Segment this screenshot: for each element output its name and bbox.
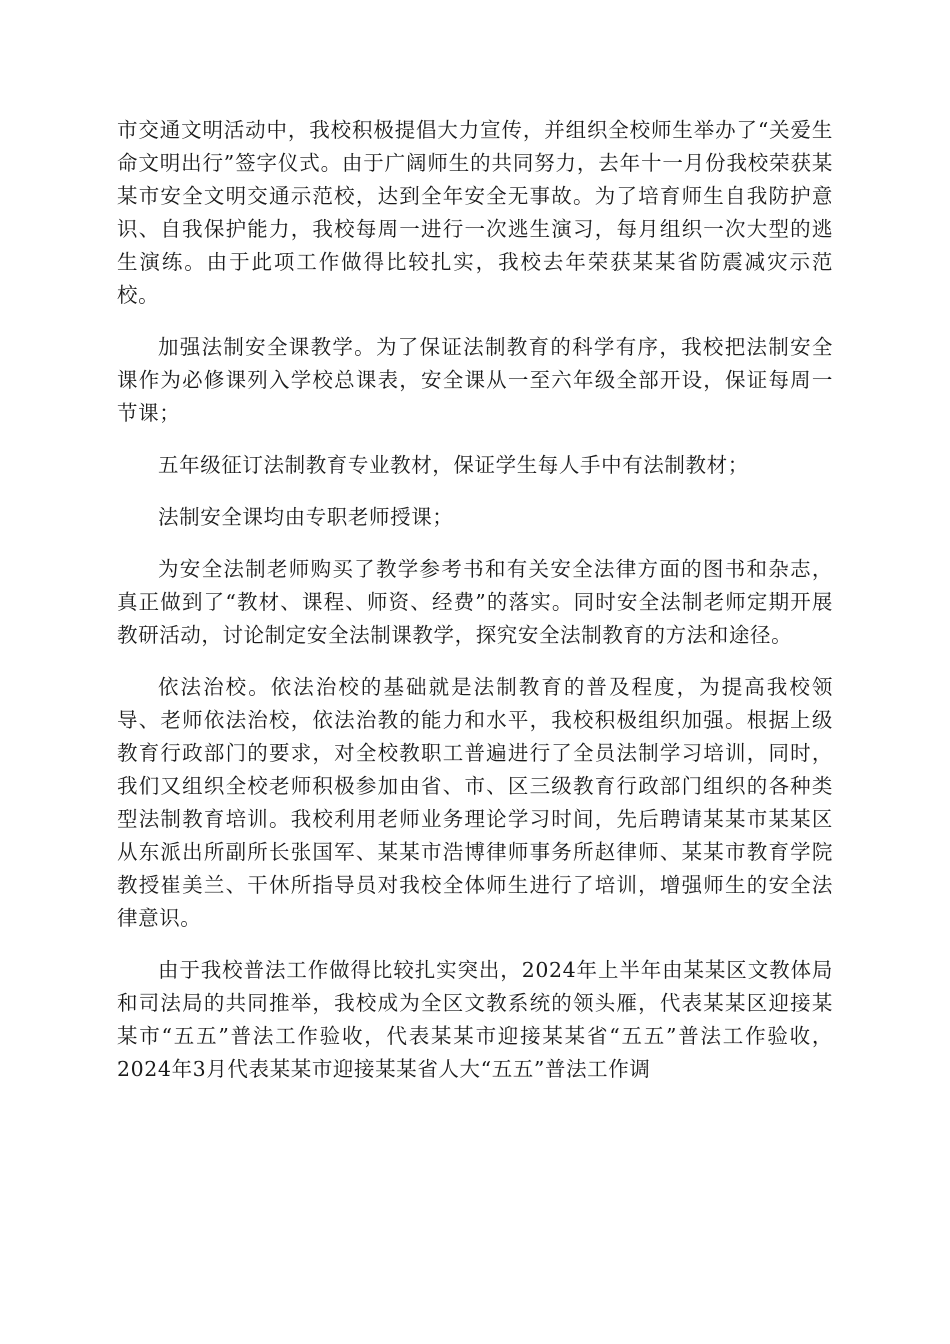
paragraph-textbooks: 五年级征订法制教育专业教材，保证学生每人手中有法制教材； <box>158 453 749 477</box>
paragraph-reference-books: 为安全法制老师购买了教学参考书和有关安全法律方面的图书和杂志，真正做到了“教材、课程、师资、经费”的落实。同时安全法制老师定期开展教研活动，讨论制定安全法制课教学，探究安全法制教育的方法和途径。 <box>117 557 833 647</box>
paragraph-teachers: 法制安全课均由专职老师授课； <box>158 505 454 529</box>
paragraph-law-course: 加强法制安全课教学。为了保证法制教育的科学有序，我校把法制安全课作为必修课列入学校总课表，安全课从一至六年级全部开设，保证每周一节课； <box>117 335 833 425</box>
document-page <box>117 114 833 1105</box>
paragraph-rule-of-law: 依法治校。依法治校的基础就是法制教育的普及程度，为提高我校领导、老师依法治校，依法治教的能力和水平，我校积极组织加强。根据上级教育行政部门的要求，对全校教职工普遍进行了全员法制学习培训，同时，我们又组织全校老师积极参加由省、市、区三级教育行政部门组织的各种类型法制教育培训。我校利用老师业务理论学习时间，先后聘请某某市某某区从东派出所副所长张国军、某某市浩博律师事务所赵律师、某某市教育学院教授崔美兰、干休所指导员对我校全体师生进行了培训，增强师生的安全法律意识。 <box>117 675 833 930</box>
paragraph-achievements: 由于我校普法工作做得比较扎实突出，2024年上半年由某某区文教体局和司法局的共同推举，我校成为全区文教系统的领头雁，代表某某区迎接某某市“五五”普法工作验收，代表某某市迎接某某省“五五”普法工作验收，2024年3月代表某某市迎接某某省人大“五五”普法工作调 <box>117 958 833 1081</box>
paragraph-traffic-safety: 市交通文明活动中，我校积极提倡大力宣传，并组织全校师生举办了“关爱生命文明出行”签字仪式。由于广阔师生的共同努力，去年十一月份我校荣获某某市安全文明交通示范校，达到全年安全无事故。为了培育师生自我防护意识、自我保护能力，我校每周一进行一次逃生演习，每月组织一次大型的逃生演练。由于此项工作做得比较扎实，我校去年荣获某某省防震减灾示范校。 <box>117 118 833 307</box>
